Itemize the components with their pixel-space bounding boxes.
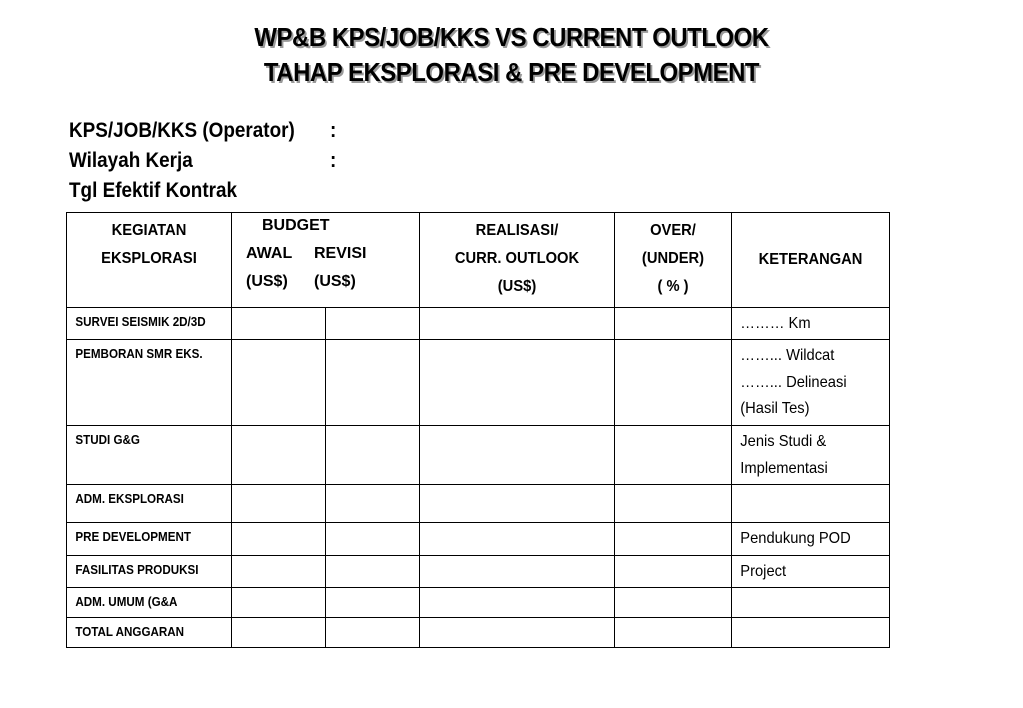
header-budget [232,213,420,308]
awal-cell [232,426,326,485]
row-label-cell [67,556,232,588]
row-label: FASILITAS PRODUKSI [75,563,199,577]
awal-cell [232,308,326,340]
awal-cell [232,588,326,618]
realisasi-cell [420,308,615,340]
page-title-line-2: TAHAP EKSPLORASI & PRE DEVELOPMENT [263,57,760,87]
realisasi-cell [420,485,615,523]
operator-colon: : [330,119,337,142]
over-cell [615,426,732,485]
header-over-line-1: OVER/ [650,222,696,239]
row-label-cell [67,485,232,523]
page-title-line-1: WP&B KPS/JOB/KKS VS CURRENT OUTLOOK [254,22,769,52]
table-row [67,426,890,485]
table-row [67,485,890,523]
header-over [615,213,732,308]
header-budget-title: BUDGET [262,217,330,234]
keterangan-cell [732,523,890,556]
row-label-cell [67,308,232,340]
awal-cell [232,340,326,426]
revisi-cell [326,308,420,340]
row-label-cell [67,426,232,485]
header-keterangan-label: KETERANGAN [758,251,863,268]
header-awal-line-2: (US$) [246,273,288,290]
keterangan-line: Jenis Studi & [740,433,827,450]
keterangan-line: ……... Wildcat [740,347,835,364]
table-row [67,556,890,588]
keterangan-line: ……… Km [740,315,811,332]
keterangan-line: Pendukung POD [740,530,851,547]
row-label-cell [67,340,232,426]
awal-cell [232,523,326,556]
header-realisasi-line-3: (US$) [497,278,537,295]
keterangan-cell [732,340,890,426]
row-label: PEMBORAN SMR EKS. [75,347,203,361]
realisasi-cell [420,426,615,485]
keterangan-cell [732,485,890,523]
table-row [67,618,890,648]
realisasi-cell [420,618,615,648]
header-awal-line-1: AWAL [246,245,293,262]
row-label: SURVEI SEISMIK 2D/3D [75,315,206,329]
row-label-cell [67,618,232,648]
row-label-cell [67,588,232,618]
keterangan-cell [732,556,890,588]
awal-cell [232,618,326,648]
revisi-cell [326,618,420,648]
row-label: TOTAL ANGGARAN [75,625,185,639]
operator-row [69,119,337,143]
keterangan-cell [732,308,890,340]
header-kegiatan-line-1: KEGIATAN [111,222,187,239]
revisi-cell [326,588,420,618]
table-row [67,340,890,426]
over-cell [615,556,732,588]
header-realisasi-line-1: REALISASI/ [475,222,559,239]
table-row [67,308,890,340]
awal-cell [232,485,326,523]
row-label: PRE DEVELOPMENT [75,530,191,544]
row-label: ADM. EKSPLORASI [75,492,184,506]
header-over-line-3: ( % ) [657,278,689,295]
header-kegiatan-line-2: EKSPLORASI [101,250,197,267]
table-row [67,523,890,556]
realisasi-cell [420,340,615,426]
wilayah-label: Wilayah Kerja [69,149,193,172]
over-cell [615,618,732,648]
wilayah-colon: : [330,149,337,172]
revisi-cell [326,523,420,556]
revisi-cell [326,485,420,523]
tgl-row [69,179,237,203]
keterangan-line: Implementasi [740,459,828,477]
row-label: STUDI G&G [75,433,140,447]
row-label-cell [67,523,232,556]
realisasi-cell [420,523,615,556]
budget-table [66,212,890,648]
header-revisi-line-2: (US$) [314,273,356,290]
keterangan-cell [732,426,890,485]
over-cell [615,588,732,618]
revisi-cell [326,340,420,426]
keterangan-line: Project [740,563,787,580]
wilayah-row [69,149,337,173]
over-cell [615,340,732,426]
realisasi-cell [420,588,615,618]
table-header-row [67,213,890,308]
revisi-cell [326,556,420,588]
over-cell [615,485,732,523]
keterangan-line: (Hasil Tes) [740,400,810,417]
row-label: ADM. UMUM (G&A [75,595,178,609]
header-keterangan [732,213,890,308]
table-row [67,588,890,618]
awal-cell [232,556,326,588]
operator-label: KPS/JOB/KKS (Operator) [69,119,295,142]
realisasi-cell [420,556,615,588]
header-kegiatan [67,213,232,308]
header-revisi-line-1: REVISI [314,245,367,262]
revisi-cell [326,426,420,485]
keterangan-cell [732,588,890,618]
tgl-label: Tgl Efektif Kontrak [69,179,238,202]
header-realisasi-line-2: CURR. OUTLOOK [454,250,580,267]
header-realisasi [420,213,615,308]
header-over-line-2: (UNDER) [641,250,705,267]
over-cell [615,308,732,340]
keterangan-cell [732,618,890,648]
over-cell [615,523,732,556]
keterangan-line: ……... Delineasi [740,373,847,391]
